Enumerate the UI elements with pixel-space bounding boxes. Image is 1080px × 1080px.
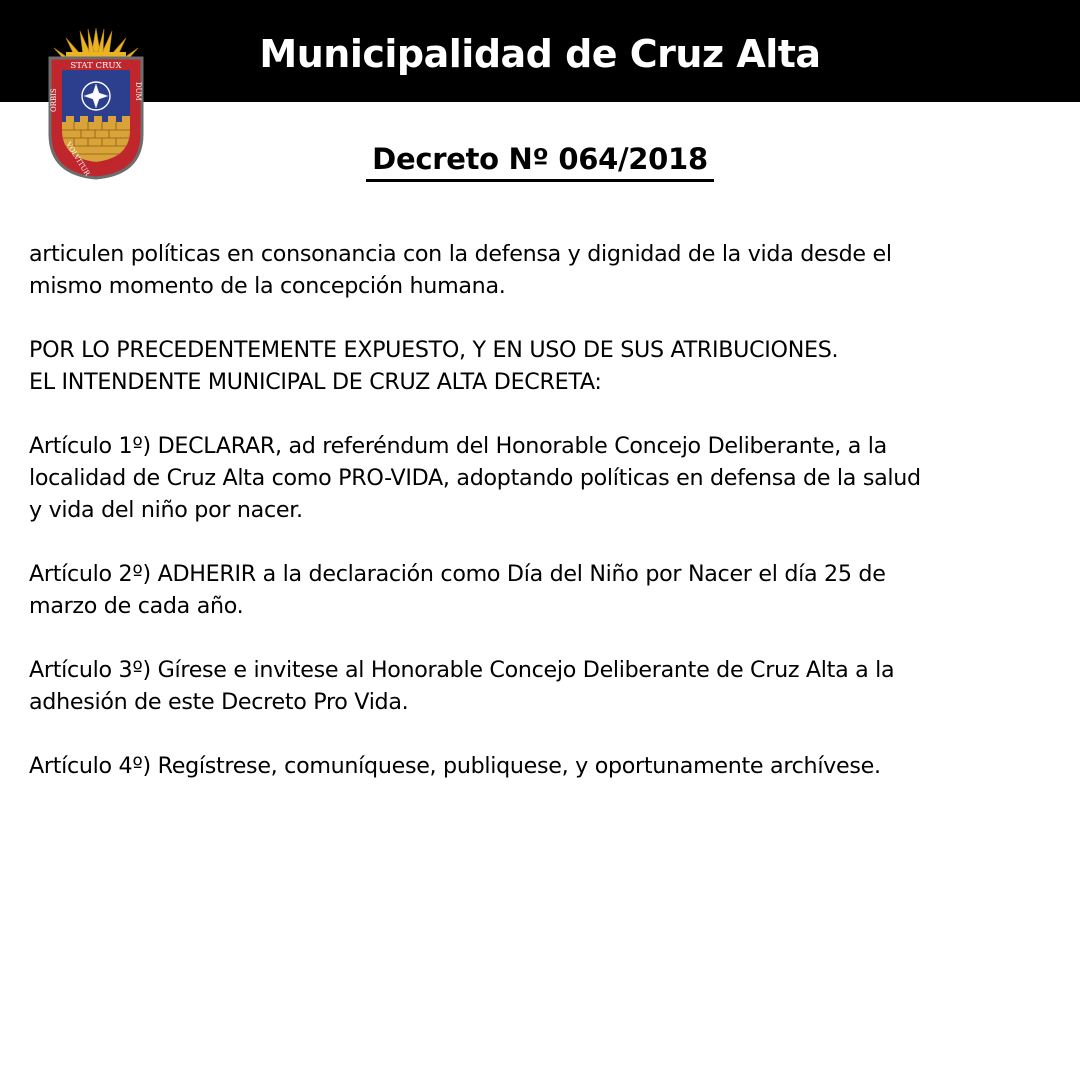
municipality-title: Municipalidad de Cruz Alta [259, 32, 821, 76]
paragraph-decree-statement: POR LO PRECEDENTEMENTE EXPUESTO, Y EN USO DE SUS ATRIBUCIONES. EL INTENDENTE MUNICIPAL DE CRUZ ALTA DECRETA: [29, 337, 839, 395]
paragraph-intro: articulen políticas en consonancia con la defensa y dignidad de la vida desde el mismo momento de la concepción humana. [29, 241, 892, 299]
paragraph-article-1: Artículo 1º) DECLARAR, ad referéndum del Honorable Concejo Deliberante, a la localidad de Cruz Alta como PRO-VIDA, adoptando políticas en defensa de la salud y vida del niño por nacer. [29, 433, 921, 523]
crest-motto-left: ORBIS [50, 88, 58, 112]
paragraph-article-4: Artículo 4º) Regístrese, comuníquese, publiquese, y oportunamente archívese. [29, 753, 881, 779]
crest-motto-top: STAT CRUX [70, 61, 122, 71]
header-bar [0, 0, 1080, 102]
crest-motto-bottom: VOLVITUR [64, 140, 92, 178]
paragraph-article-3: Artículo 3º) Gírese e invitese al Honorable Concejo Deliberante de Cruz Alta a la adhesión de este Decreto Pro Vida. [29, 657, 895, 715]
paragraph-article-2: Artículo 2º) ADHERIR a la declaración como Día del Niño por Nacer el día 25 de marzo de cada año. [29, 561, 886, 619]
decree-number: Decreto Nº 064/2018 [366, 142, 714, 182]
decree-heading [0, 142, 1080, 182]
crest-motto-right: DUM [134, 82, 142, 101]
decree-body [29, 238, 1069, 814]
